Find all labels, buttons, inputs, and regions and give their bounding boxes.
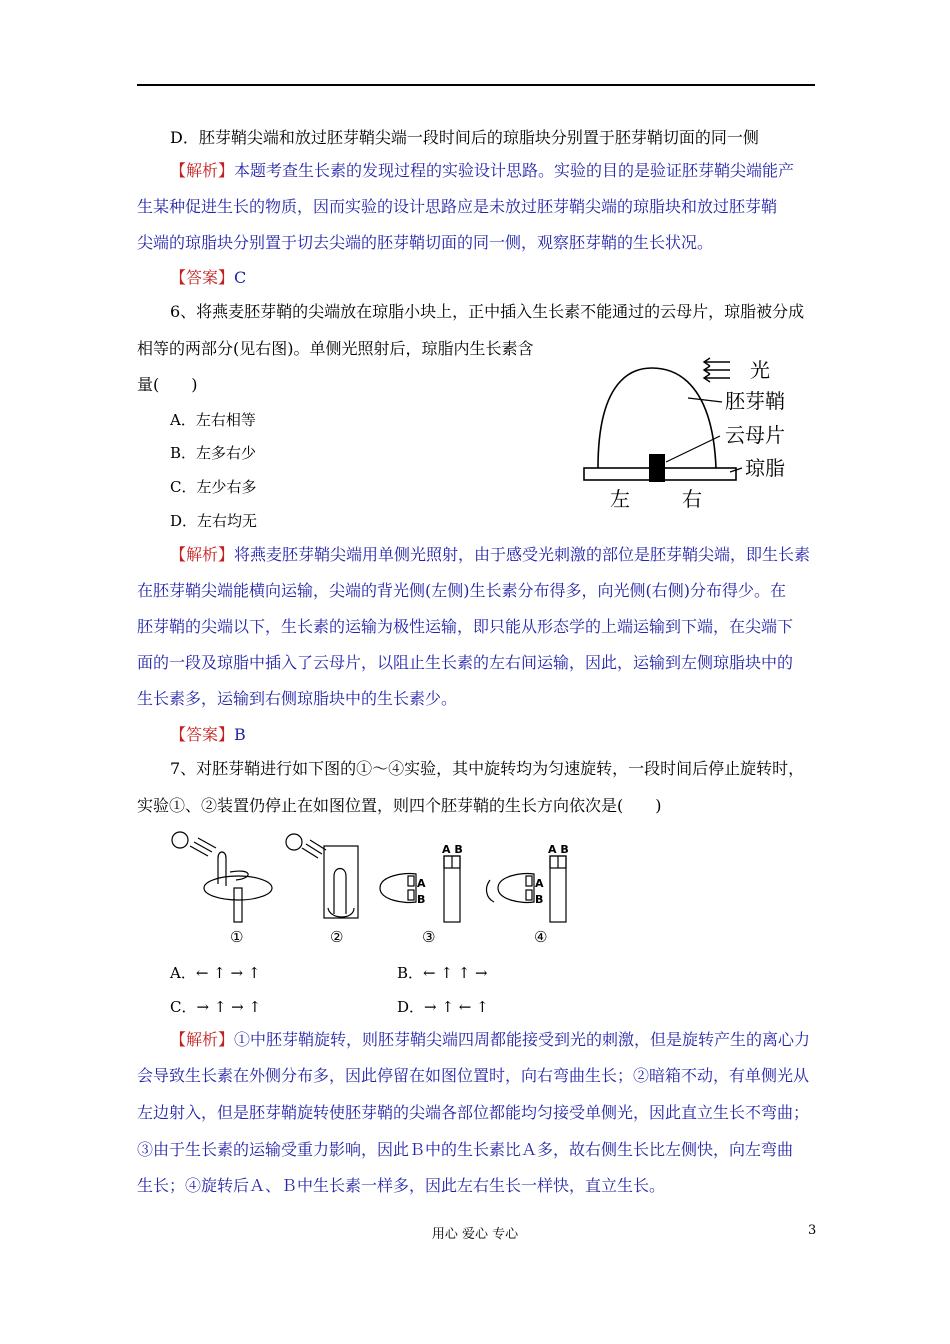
svg-text:B: B: [417, 893, 426, 906]
right-label: 右: [682, 487, 702, 511]
q5-answer: 【答案】C: [170, 268, 247, 287]
q7-stem-line-2: 实验①、②装置仍停止在如图位置，则四个胚芽鞘的生长方向依次是( ): [137, 796, 662, 815]
four-experiments-figure: [168, 828, 578, 948]
q7-analysis-line-3: 左边射入，但是胚芽鞘旋转使胚芽鞘的尖端各部位都能均匀接受单侧光，因此直立生长不弯曲；: [137, 1103, 810, 1122]
mica-sheet: [649, 454, 665, 482]
exp-2-label: ②: [330, 928, 344, 946]
q5-analysis-line-1: 【解析】本题考查生长素的发现过程的实验设计思路。实验的目的是验证胚芽鞘尖端能产: [170, 161, 795, 180]
svg-text:A: A: [535, 877, 544, 890]
coleoptile-label: 胚芽鞘: [725, 389, 785, 413]
exp-3-label: ③: [422, 928, 436, 946]
page-footer: 用心 爱心 专心: [431, 1227, 519, 1242]
q6-option-d: D．左右均无: [170, 512, 258, 530]
q7-option-a: A．← ↑ → ↑: [170, 964, 261, 982]
q5-option-d: D．胚芽鞘尖端和放过胚芽鞘尖端一段时间后的琼脂块分别置于胚芽鞘切面的同一侧: [170, 128, 759, 147]
q6-analysis-line-4: 面的一段及琼脂中插入了云母片，以阻止生长素的左右间运输，因此，运输到左侧琼脂块中的: [137, 653, 794, 672]
q7-analysis-line-4: ③由于生长素的运输受重力影响，因此Ｂ中的生长素比Ａ多，故右侧生长比左侧快，向左弯曲: [137, 1140, 794, 1159]
mica-label: 云母片: [725, 423, 785, 447]
light-source-icon: [172, 832, 188, 848]
q6-analysis-line-3: 胚芽鞘的尖端以下，生长素的运输为极性运输，即只能从形态学的上端运输到下端，在尖端下: [137, 617, 794, 636]
exp-1-label: ①: [230, 928, 244, 946]
coleoptile-agar-figure: [580, 350, 805, 520]
page-number: 3: [808, 1223, 817, 1238]
q7-analysis-line-5: 生长；④旋转后Ａ、Ｂ中生长素一样多，因此左右生长一样快，直立生长。: [137, 1176, 666, 1195]
header-rule: [137, 84, 815, 86]
svg-text:A: A: [417, 877, 426, 890]
q6-answer: 【答案】B: [170, 725, 246, 744]
q7-option-d: D．→ ↑ ← ↑: [397, 998, 489, 1016]
q5-analysis-line-3: 尖端的琼脂块分别置于切去尖端的胚芽鞘切面的同一侧，观察胚芽鞘的生长状况。: [137, 233, 714, 252]
q6-stem-line-1: 6、将燕麦胚芽鞘的尖端放在琼脂小块上，正中插入生长素不能通过的云母片，琼脂被分成: [170, 302, 805, 321]
agar-label: 琼脂: [745, 456, 785, 480]
q7-stem-line-1: 7、对胚芽鞘进行如下图的①～④实验，其中旋转均为匀速旋转，一段时间后停止旋转时，: [170, 759, 805, 778]
q5-analysis-tag: 【解析】: [170, 161, 235, 180]
q6-option-a: A．左右相等: [170, 411, 256, 429]
q7-option-c: C．→ ↑ → ↑: [170, 998, 262, 1016]
q6-stem-line-2: 相等的两部分(见右图)。单侧光照射后，琼脂内生长素含: [137, 339, 534, 358]
left-label: 左: [610, 487, 630, 511]
q6-analysis-line-2: 在胚芽鞘尖端能横向运输，尖端的背光侧(左侧)生长素分布得多，向光侧(右侧)分布得少。在: [137, 581, 786, 600]
q7-option-b: B．← ↑ ↑ →: [397, 964, 488, 982]
q6-analysis-line-1: 【解析】将燕麦胚芽鞘尖端用单侧光照射，由于感受光刺激的部位是胚芽鞘尖端，即生长素: [170, 545, 811, 564]
q7-analysis-line-2: 会导致生长素在外侧分布多，因此停留在如图位置时，向右弯曲生长；②暗箱不动，有单侧光从: [137, 1066, 810, 1085]
coleoptile-shape: [598, 368, 716, 468]
svg-text:B: B: [535, 893, 544, 906]
q7-analysis-line-1: 【解析】①中胚芽鞘旋转，则胚芽鞘尖端四周都能接受到光的刺激，但是旋转产生的离心力: [170, 1030, 811, 1049]
q5-analysis-line-2: 生某种促进生长的物质，因而实验的设计思路应是未放过胚芽鞘尖端的琼脂块和放过胚芽鞘: [137, 197, 778, 216]
svg-text:A B: A B: [442, 843, 463, 856]
light-arrows-icon: [704, 358, 730, 382]
q6-analysis-line-5: 生长素多，运输到右侧琼脂块中的生长素少。: [137, 689, 458, 708]
q6-option-c: C．左少右多: [170, 478, 257, 496]
svg-text:A B: A B: [548, 843, 569, 856]
light-label: 光: [750, 358, 770, 382]
q6-stem-line-3: 量( ): [137, 375, 198, 394]
q6-option-b: B．左多右少: [170, 444, 257, 462]
exp-4-label: ④: [534, 928, 548, 946]
